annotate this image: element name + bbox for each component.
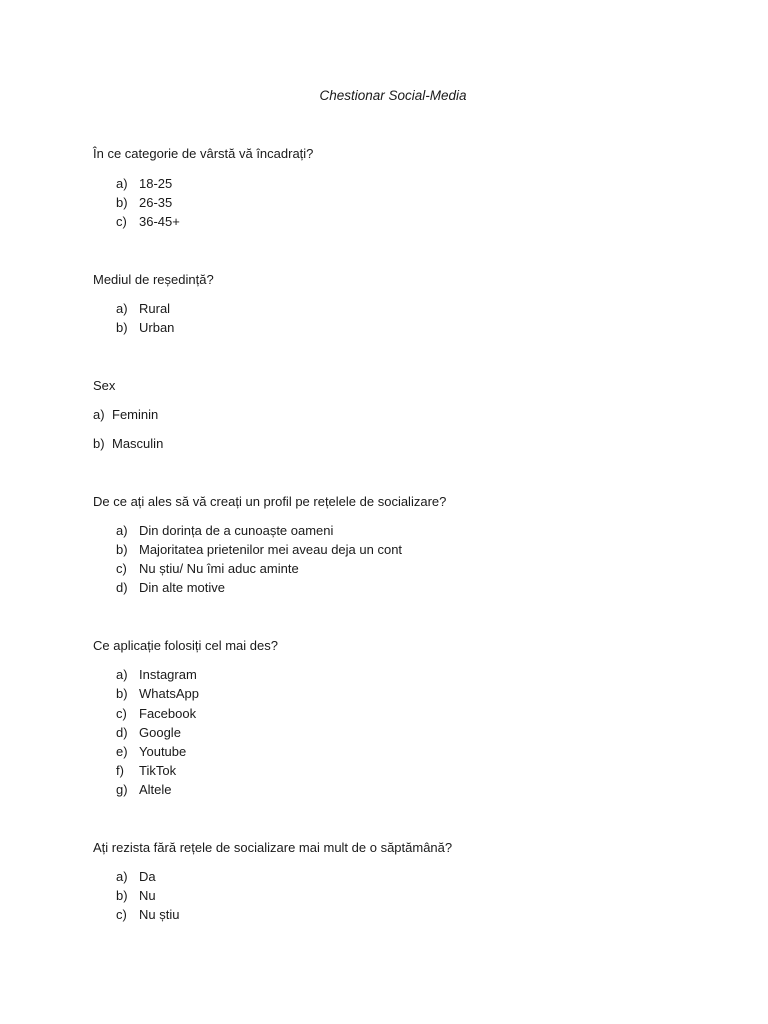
option-marker: b) <box>116 195 128 210</box>
option-text: Nu știu/ Nu îmi aduc aminte <box>139 561 299 576</box>
option-marker: d) <box>116 580 128 595</box>
option-text: Nu știu <box>139 907 180 922</box>
question-app: Ce aplicație folosiți cel mai des? <box>93 638 278 653</box>
option-marker: b) <box>116 888 128 903</box>
option-marker: c) <box>116 907 127 922</box>
question-sex: Sex <box>93 378 116 393</box>
option-text: WhatsApp <box>139 686 199 701</box>
option-text: Feminin <box>112 407 159 422</box>
option-text: Urban <box>139 320 175 335</box>
option-marker: c) <box>116 706 127 721</box>
option-text: 36-45+ <box>139 214 180 229</box>
option-text: Nu <box>139 888 156 903</box>
option-marker: b) <box>116 542 128 557</box>
option-text: Majoritatea prietenilor mei aveau deja un cont <box>139 542 403 557</box>
option-text: Rural <box>139 301 171 316</box>
option-marker: b) <box>116 320 128 335</box>
option-marker: d) <box>116 725 128 740</box>
document-title: Chestionar Social-Media <box>319 88 467 103</box>
option-text: Da <box>139 869 156 884</box>
option-marker: g) <box>116 782 128 797</box>
option-text: Masculin <box>112 436 164 451</box>
option-text: Google <box>139 725 181 740</box>
option-marker: b) <box>116 686 128 701</box>
option-text: Altele <box>139 782 172 797</box>
option-text: Din dorința de a cunoaște oameni <box>139 523 334 538</box>
option-marker: e) <box>116 744 128 759</box>
option-marker: c) <box>116 214 127 229</box>
option-marker: c) <box>116 561 127 576</box>
option-marker: a) <box>116 869 128 884</box>
option-marker: a) <box>116 667 128 682</box>
question-profile-reason: De ce ați ales să vă creați un profil pe rețelele de socializare? <box>93 494 447 509</box>
option-text: 18-25 <box>139 176 173 191</box>
question-residence: Mediul de reședință? <box>93 272 214 287</box>
option-marker: b) <box>93 436 105 451</box>
option-marker: f) <box>116 763 124 778</box>
option-text: Din alte motive <box>139 580 225 595</box>
option-marker: a) <box>116 301 128 316</box>
option-marker: a) <box>93 407 105 422</box>
option-text: Facebook <box>139 706 197 721</box>
option-marker: a) <box>116 523 128 538</box>
question-week-without: Ați rezista fără rețele de socializare mai mult de o săptămână? <box>93 840 453 855</box>
option-text: Instagram <box>139 667 197 682</box>
option-text: Youtube <box>139 744 187 759</box>
option-text: 26-35 <box>139 195 173 210</box>
option-text: TikTok <box>139 763 177 778</box>
question-age: În ce categorie de vârstă vă încadrați? <box>93 146 314 161</box>
option-marker: a) <box>116 176 128 191</box>
